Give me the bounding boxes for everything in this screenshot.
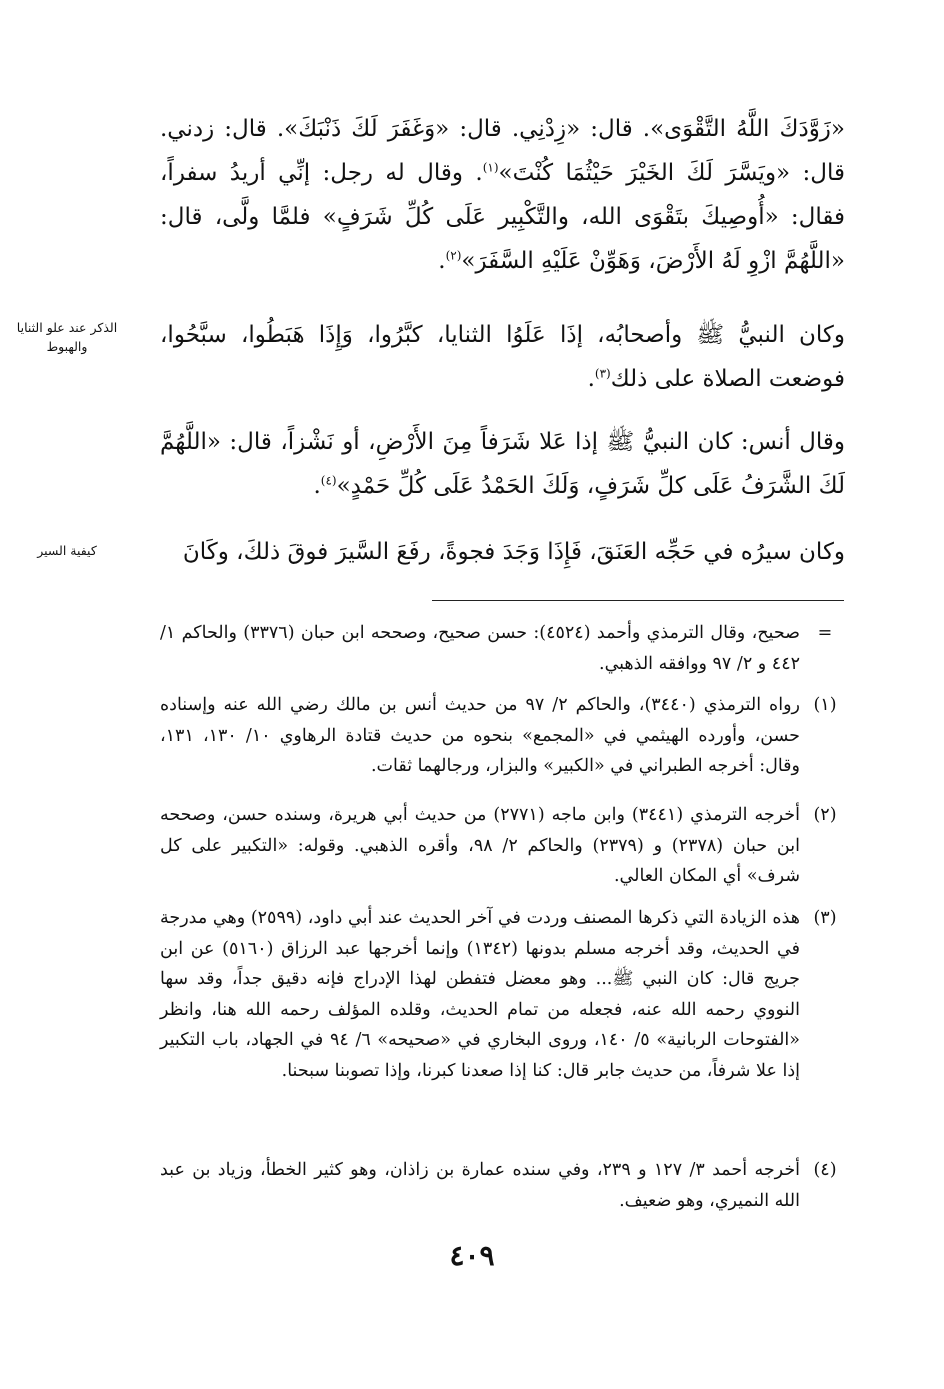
main-paragraph-3: [160, 420, 845, 508]
footnote-1: رواه الترمذي (٣٤٤٠)، والحاكم ٢/ ٩٧ من حديث أنس بن مالك رضي الله عنه وإسناده حسن، وأورده الهيثمي في «المجمع» بنحوه من حديث قتادة الرهاوي ١٠/ ١٣٠، ١٣١، وقال: أخرجه الطبراني في «الكبير» والبزار، ورجالهما ثقات.: [160, 695, 800, 776]
footnote-mark-4: (٤): [813, 1160, 837, 1180]
paragraph-3-end: .: [313, 473, 321, 499]
footnote-ref-4[interactable]: (٤): [320, 473, 337, 488]
footnote-3: هذه الزيادة التي ذكرها المصنف وردت في آخر الحديث عند أبي داود، (٢٥٩٩) وهي مدرجة في الحديث، وقد أخرجه مسلم بدونها (١٣٤٢) وإنما أخرجها عبد الرزاق (٥١٦٠) عن ابن جريج قال: كان النبي ﷺ... وهو معضل فتفطن لهذا الإدراج فإنه دقيق جداً، وقد سها النووي رحمه الله عنه، فجعله من تمام الحديث، وقلده المؤلف رحمه الله هنا، وانظر «الفتوحات الربانية» ٥/ ١٤٠، وروى البخاري في «صحيحه» ٦/ ٩٤ في الجهاد، باب التكبير إذا علا شرفاً، من حديث جابر قال: كنا إذا صعدنا كبرنا، وإذا تصوبنا سبحنا.: [160, 908, 800, 1081]
page-number: ٤٠٩: [449, 1239, 495, 1272]
paragraph-2-text: وكان النبيُّ ﷺ وأصحابُه، إذَا عَلَوُا الثنايا، كبَّرُوا، وَإِذَا هَبَطُوا، سبَّحُوا، فوضعت الصلاة على ذلك: [160, 322, 845, 392]
footnote-2: أخرجه الترمذي (٣٤٤١) وابن ماجه (٢٧٧١) من حديث أبي هريرة، وسنده حسن، وصححه ابن حبان (٢٣٧٨) و (٢٣٧٩) والحاكم ٢/ ٩٨، وأقره الذهبي. وقوله: «التكبير على كل شرف» أي المكان العالي.: [160, 805, 800, 886]
main-paragraph-2: [160, 313, 845, 401]
footnote-4: أخرجه أحمد ٣/ ١٢٧ و ٢٣٩، وفي سنده عمارة بن زاذان، وهو كثير الخطأ، وزياد بن عبد الله النميري، وهو ضعيف.: [160, 1160, 800, 1211]
footnote-ref-1[interactable]: (١): [482, 160, 499, 175]
margin-note-travel: كيفية السير: [37, 543, 97, 558]
paragraph-2-end: .: [587, 366, 595, 392]
footnote-continued: صحيح، وقال الترمذي وأحمد (٤٥٢٤): حسن صحيح، وصححه ابن حبان (٣٣٧٦) والحاكم ١/ ٤٤٢ و ٢/ ٩٧ ووافقه الذهبي.: [160, 623, 800, 674]
paragraph-4-text: وكان سيرُه في حَجِّه العَنَقَ، فَإِذَا وَجَدَ فجوةً، رفَعَ السَّيرَ فوقَ ذلكَ، وكَانَ: [182, 539, 845, 565]
main-paragraph-4: [160, 530, 845, 574]
footnote-mark-continued: =: [817, 623, 833, 643]
footnote-mark-2: (٢): [813, 805, 837, 825]
footnote-ref-2[interactable]: (٢): [445, 248, 462, 263]
footnote-mark-1: (١): [813, 695, 837, 715]
paragraph-3-text: وقال أنس: كان النبيُّ ﷺ إذا عَلا شَرَفاً مِنَ الأَرْضِ، أو نَشْزاً، قال: «اللَّهُمَّ لَكَ الشَّرَفُ عَلَى كلِّ شَرَفٍ، وَلَكَ الحَمْدُ عَلَى كُلِّ حَمْدٍ»: [160, 429, 845, 499]
paragraph-1-end: .: [438, 248, 446, 274]
footnote-divider: [432, 600, 844, 601]
paragraph-1-text-b: . وقال له رجل: إنِّي أريدُ سفراً، فقال: «أُوصِيكَ بتَقْوَى الله، والتَّكْبِير عَلَى كُلِّ شَرَفٍ» فلمَّا ولَّى، قال: «اللَّهُمَّ ازْوِ لَهُ الأَرْضَ، وَهَوِّنْ عَلَيْهِ السَّفَرَ»: [160, 160, 845, 274]
footnote-ref-3[interactable]: (٣): [594, 366, 611, 381]
paragraph-1-text: «زَوَّدَكَ اللَّهُ التَّقْوَى». قال: «زِدْنِي. قال: «وَغَفَرَ لَكَ ذَنْبَكَ». قال: زدني. قال: «ويَسَّرَ لَكَ الخَيْرَ حَيْثُمَا كُنْتَ»: [160, 116, 845, 186]
main-paragraph-1: [160, 107, 845, 283]
margin-note-dhikr: الذكر عند علو الثنايا والهبوط: [16, 320, 118, 354]
footnote-mark-3: (٣): [813, 908, 837, 928]
